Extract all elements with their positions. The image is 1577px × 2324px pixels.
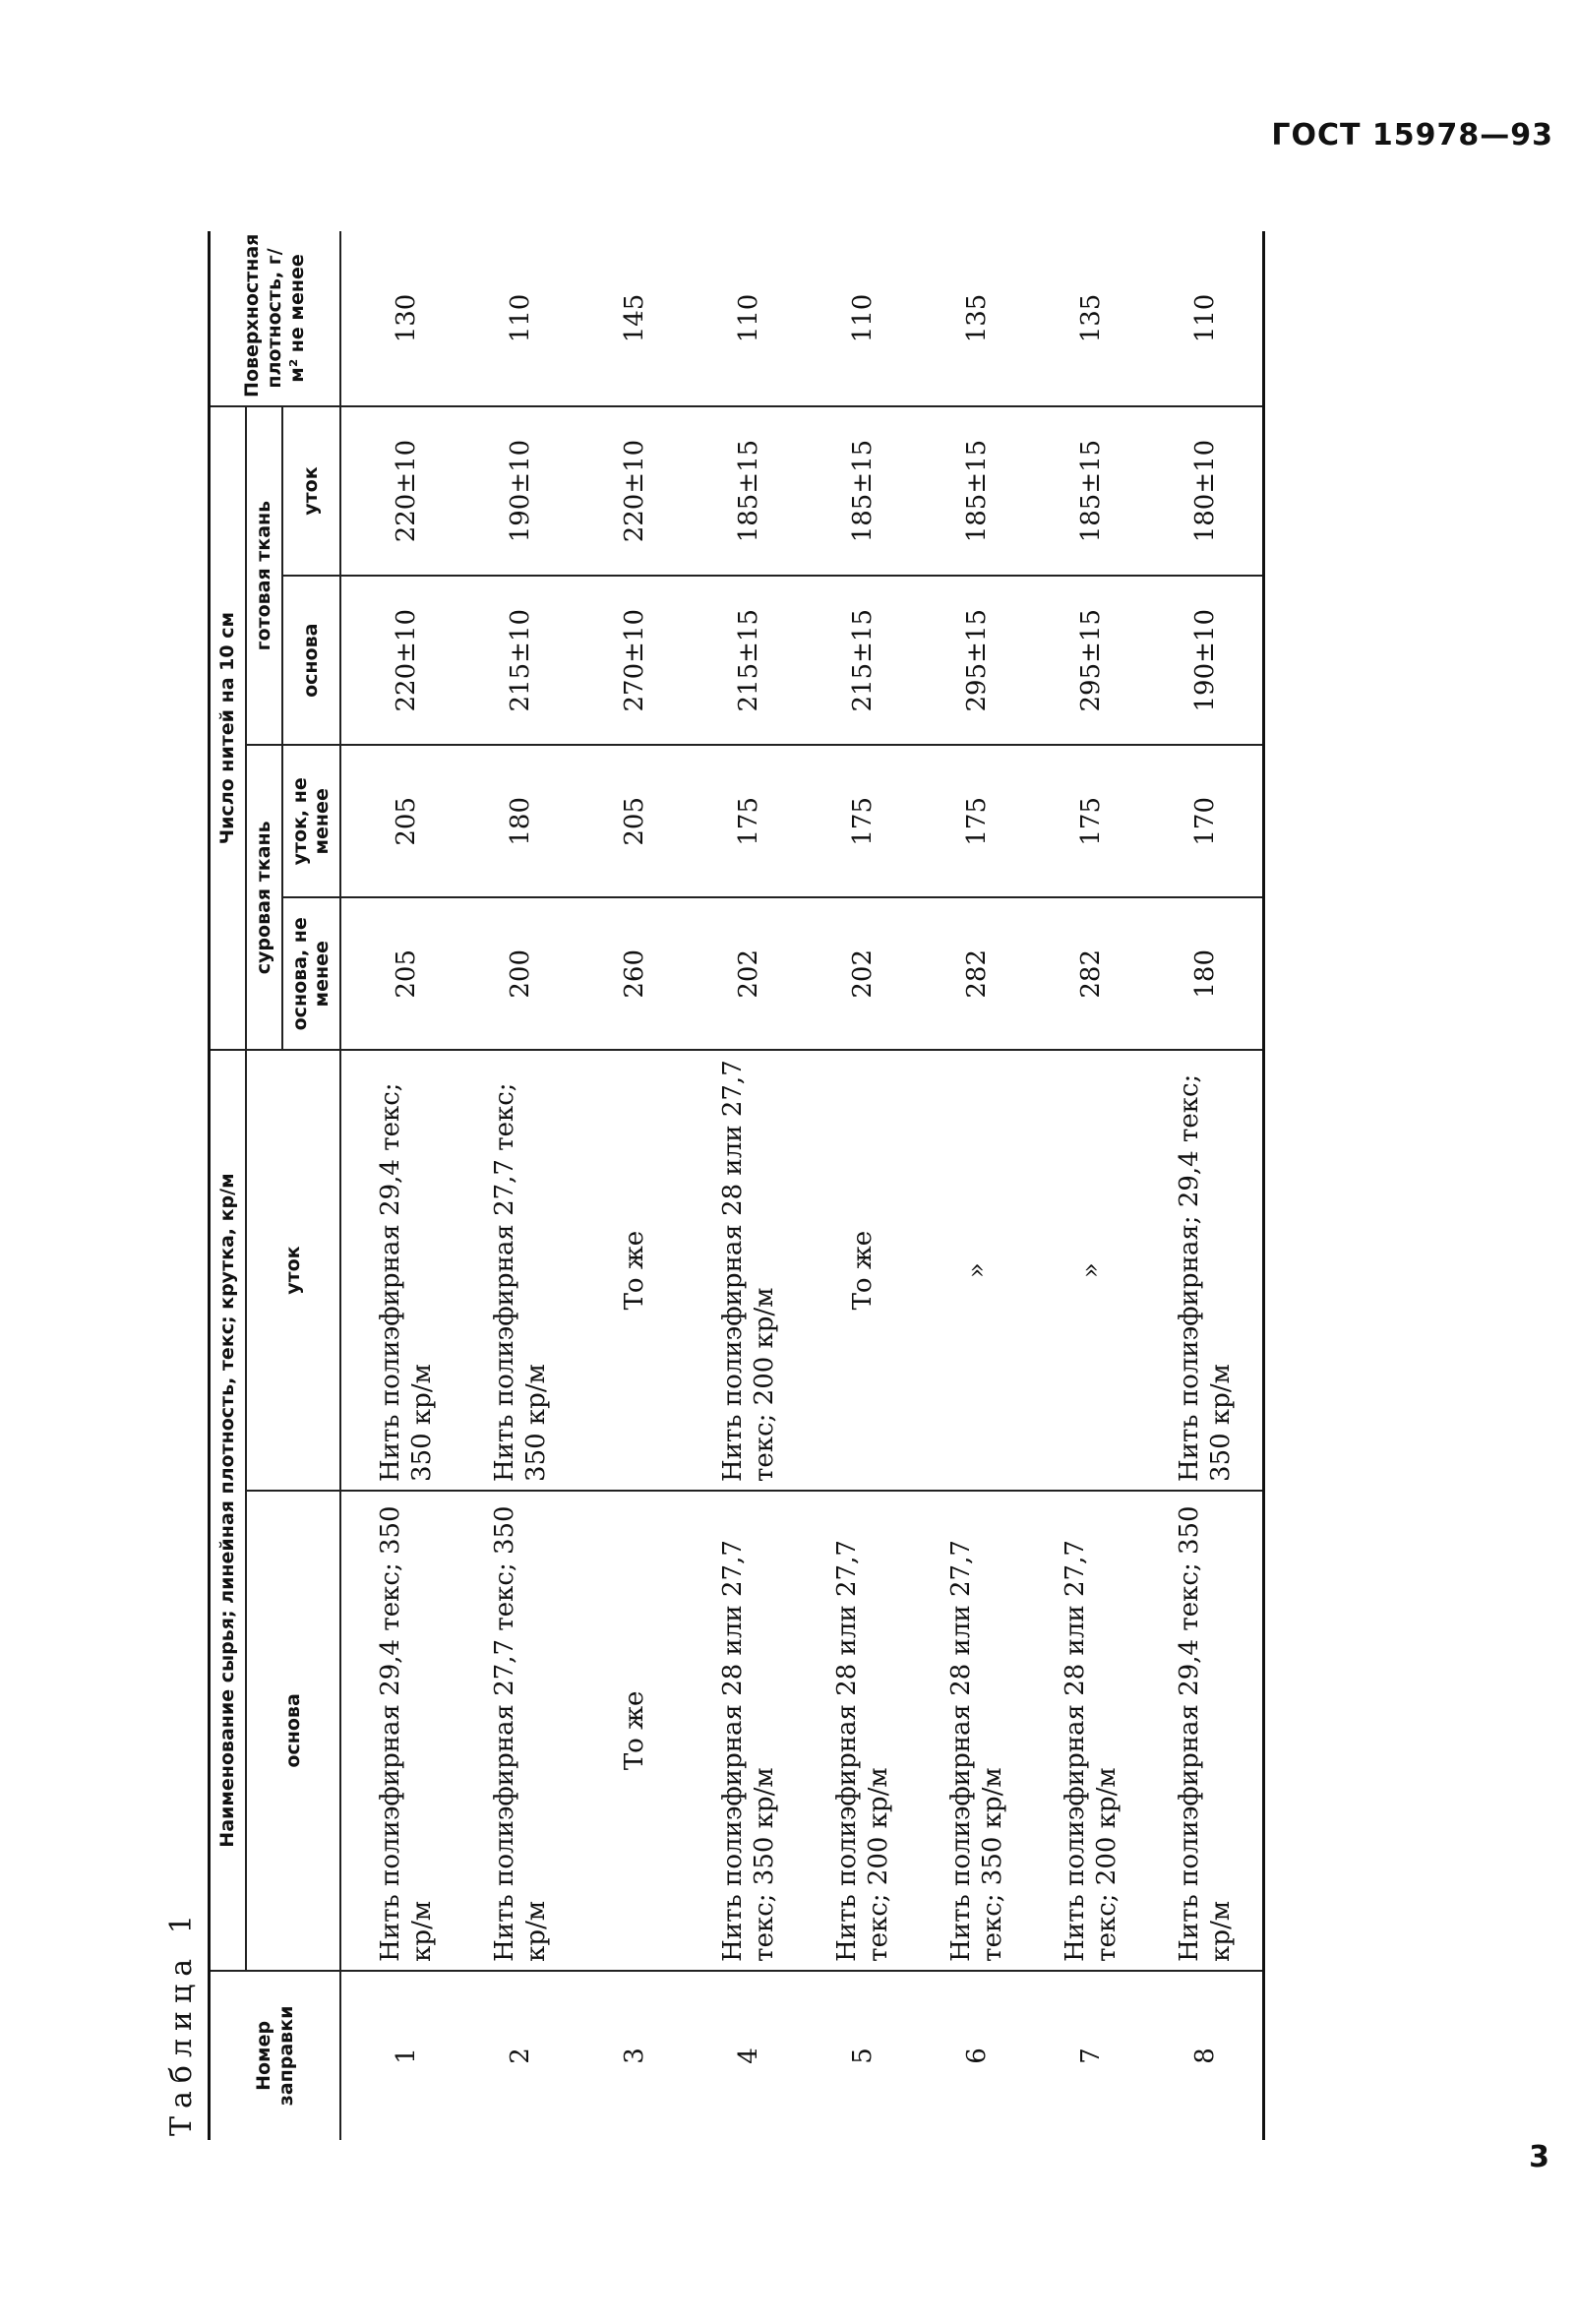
cell-density: 110: [806, 231, 920, 406]
cell-number: 3: [577, 1971, 692, 2140]
cell-finished-weft: 185±15: [1034, 406, 1148, 576]
cell-finished-weft: 180±10: [1148, 406, 1264, 576]
cell-greige-weft: 175: [692, 745, 806, 897]
header-thread-count: Число нитей на 10 см: [210, 406, 246, 1050]
cell-warp: Нить полиэфирная 29,4 текс; 350 кр/м: [1148, 1491, 1264, 1971]
cell-density: 135: [1034, 231, 1148, 406]
header-finished-warp: основа: [282, 576, 341, 745]
cell-density: 135: [920, 231, 1034, 406]
header-greige-warp: основа, не менее: [282, 897, 341, 1050]
table-row: [340, 231, 463, 2140]
header-number: Номер заправки: [210, 1971, 341, 2140]
cell-warp: То же: [577, 1491, 692, 1971]
table-row: [692, 231, 806, 2140]
cell-finished-weft: 185±15: [920, 406, 1034, 576]
cell-finished-warp: 215±15: [806, 576, 920, 745]
page-number: 3: [1529, 2140, 1549, 2174]
cell-greige-warp: 282: [1034, 897, 1148, 1050]
cell-finished-warp: 295±15: [1034, 576, 1148, 745]
cell-number: 2: [463, 1971, 577, 2140]
cell-greige-warp: 202: [806, 897, 920, 1050]
specification-table: [208, 231, 1265, 2140]
cell-greige-weft: 175: [1034, 745, 1148, 897]
header-greige-weft: уток, не менее: [282, 745, 341, 897]
rotated-table-frame: [162, 231, 1304, 2140]
cell-greige-warp: 180: [1148, 897, 1264, 1050]
cell-greige-warp: 202: [692, 897, 806, 1050]
cell-greige-warp: 200: [463, 897, 577, 1050]
table-row: [920, 231, 1034, 2140]
cell-finished-warp: 295±15: [920, 576, 1034, 745]
cell-density: 110: [1148, 231, 1264, 406]
cell-finished-weft: 185±15: [806, 406, 920, 576]
cell-finished-weft: 220±10: [340, 406, 463, 576]
cell-number: 6: [920, 1971, 1034, 2140]
cell-warp: Нить полиэфирная 28 или 27,7 текс; 200 кр/м: [1034, 1491, 1148, 1971]
cell-greige-warp: 205: [340, 897, 463, 1050]
cell-number: 1: [340, 1971, 463, 2140]
header-raw-material: Наименование сырья; линейная плотность, текс; крутка, кр/м: [210, 1050, 246, 1971]
cell-finished-weft: 220±10: [577, 406, 692, 576]
cell-weft: »: [1034, 1050, 1148, 1491]
header-warp: основа: [246, 1491, 340, 1971]
cell-number: 7: [1034, 1971, 1148, 2140]
table-row: [577, 231, 692, 2140]
cell-warp: Нить полиэфирная 28 или 27,7 текс; 350 кр/м: [920, 1491, 1034, 1971]
cell-warp: Нить полиэфирная 27,7 текс; 350 кр/м: [463, 1491, 577, 1971]
cell-greige-weft: 205: [340, 745, 463, 897]
cell-greige-weft: 175: [920, 745, 1034, 897]
cell-greige-weft: 170: [1148, 745, 1264, 897]
cell-greige-weft: 205: [577, 745, 692, 897]
document-standard-header: ГОСТ 15978—93: [1271, 118, 1553, 153]
cell-number: 4: [692, 1971, 806, 2140]
table-caption: Таблица 1: [164, 1907, 199, 2136]
cell-warp: Нить полиэфирная 29,4 текс; 350 кр/м: [340, 1491, 463, 1971]
cell-density: 145: [577, 231, 692, 406]
cell-weft: Нить полиэфирная; 29,4 текс; 350 кр/м: [1148, 1050, 1264, 1491]
cell-weft: Нить полиэфирная 29,4 текс; 350 кр/м: [340, 1050, 463, 1491]
cell-weft: То же: [577, 1050, 692, 1491]
cell-weft: »: [920, 1050, 1034, 1491]
header-weft: уток: [246, 1050, 340, 1491]
cell-warp: Нить полиэфирная 28 или 27,7 текс; 200 кр/м: [806, 1491, 920, 1971]
header-finished: готовая ткань: [246, 406, 282, 745]
cell-number: 8: [1148, 1971, 1264, 2140]
cell-weft: Нить полиэфирная 27,7 текс; 350 кр/м: [463, 1050, 577, 1491]
cell-density: 110: [463, 231, 577, 406]
header-density: Поверхностная плотность, г/м² не менее: [210, 231, 341, 406]
cell-finished-warp: 220±10: [340, 576, 463, 745]
cell-finished-warp: 215±15: [692, 576, 806, 745]
cell-finished-warp: 215±10: [463, 576, 577, 745]
cell-finished-weft: 185±15: [692, 406, 806, 576]
cell-finished-warp: 190±10: [1148, 576, 1264, 745]
cell-greige-weft: 175: [806, 745, 920, 897]
cell-finished-warp: 270±10: [577, 576, 692, 745]
cell-density: 110: [692, 231, 806, 406]
cell-density: 130: [340, 231, 463, 406]
cell-warp: Нить полиэфирная 28 или 27,7 текс; 350 кр/м: [692, 1491, 806, 1971]
table-row: [1034, 231, 1148, 2140]
cell-greige-warp: 282: [920, 897, 1034, 1050]
cell-greige-weft: 180: [463, 745, 577, 897]
cell-weft: То же: [806, 1050, 920, 1491]
cell-number: 5: [806, 1971, 920, 2140]
cell-greige-warp: 260: [577, 897, 692, 1050]
table-row: [1148, 231, 1264, 2140]
table-row: [806, 231, 920, 2140]
header-finished-weft: уток: [282, 406, 341, 576]
cell-weft: Нить полиэфирная 28 или 27,7 текс; 200 кр/м: [692, 1050, 806, 1491]
cell-finished-weft: 190±10: [463, 406, 577, 576]
header-greige: суровая ткань: [246, 745, 282, 1050]
table-row: [463, 231, 577, 2140]
